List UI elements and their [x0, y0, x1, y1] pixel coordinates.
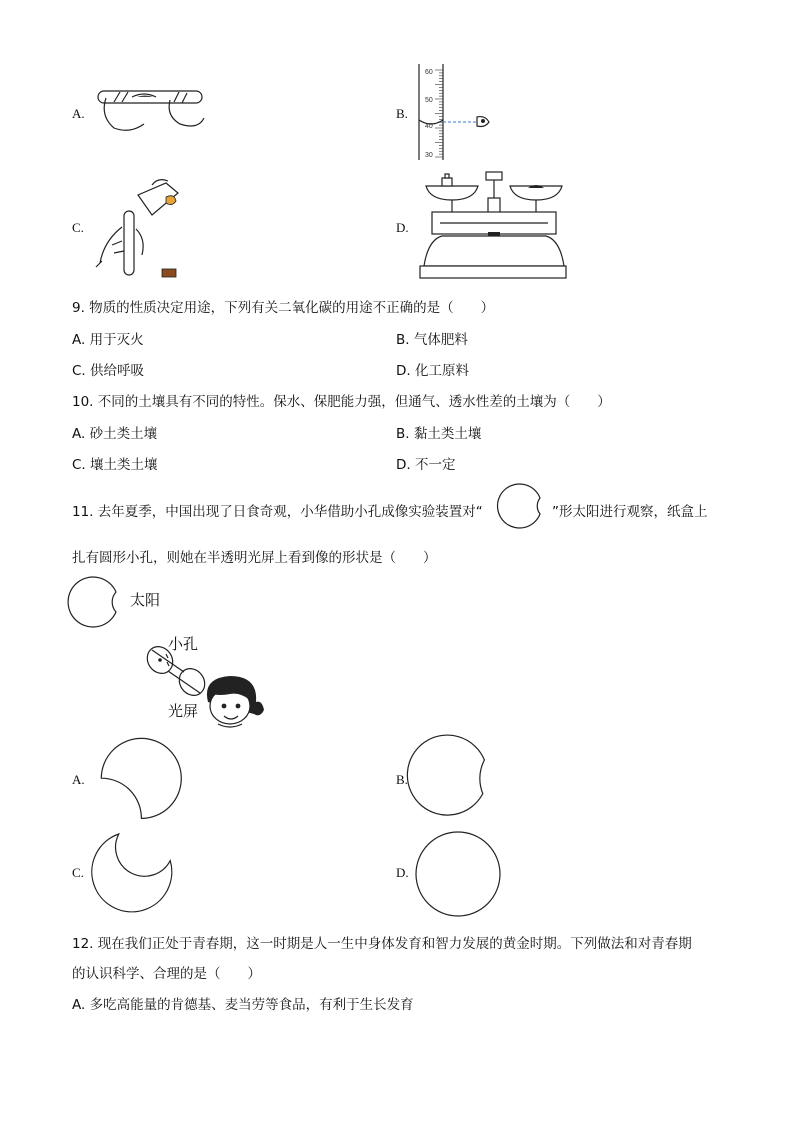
graduated-cylinder-reading-illustration [415, 62, 505, 162]
screen-label: 光屏 [168, 702, 199, 720]
girl-observer-icon [200, 672, 266, 730]
sun-label: 太阳 [130, 591, 161, 609]
tick-label-50: 50 [425, 97, 433, 104]
q10-option-a[interactable]: A. 砂土类土壤 [72, 426, 158, 442]
q11-stem-part2: ”形太阳进行观察，纸盒上 [552, 504, 708, 520]
tick-label-30: 30 [425, 152, 433, 159]
q11-stem-line2: 扎有圆形小孔，则她在半透明光屏上看到像的形状是（ ） [72, 550, 437, 566]
q11-option-c-label[interactable]: C. [72, 865, 84, 880]
option-b-crescent-shape[interactable] [414, 738, 498, 822]
q10-option-b[interactable]: B. 黏土类土壤 [396, 426, 482, 442]
q9-option-b[interactable]: B. 气体肥料 [396, 332, 468, 348]
option-c-crescent-shape[interactable] [90, 830, 174, 914]
tick-label-40: 40 [425, 123, 433, 130]
option-a-label: A. [72, 106, 85, 121]
option-b-label: B. [396, 106, 408, 121]
q12-stem-line2: 的认识科学、合理的是（ ） [72, 966, 261, 982]
q12-option-a[interactable]: A. 多吃高能量的肯德基、麦当劳等食品，有利于生长发育 [72, 997, 414, 1013]
pinhole-label: 小孔 [168, 635, 199, 653]
q9-option-c[interactable]: C. 供给呼吸 [72, 363, 145, 379]
pouring-solid-into-test-tube-illustration [92, 175, 192, 280]
q9-stem: 9. 物质的性质决定用途，下列有关二氧化碳的用途不正确的是（ ） [72, 300, 495, 316]
q11-option-a-label[interactable]: A. [72, 772, 85, 787]
q9-option-a[interactable]: A. 用于灭火 [72, 332, 144, 348]
q11-stem-part1: 11. 去年夏季，中国出现了日食奇观，小华借助小孔成像实验装置对“ [72, 504, 483, 520]
q10-option-c[interactable]: C. 壤土类土壤 [72, 457, 158, 473]
crescent-sun-figure-icon [70, 578, 126, 630]
option-a-crescent-shape[interactable] [90, 738, 174, 822]
q11-option-b-label[interactable]: B. [396, 772, 408, 787]
option-c-label: C. [72, 220, 84, 235]
test-tube-heating-illustration [92, 82, 212, 136]
crescent-sun-inline-icon [500, 484, 552, 532]
option-d-full-circle-shape[interactable] [414, 830, 502, 918]
tick-label-60: 60 [425, 69, 433, 76]
balance-scale-illustration [418, 168, 568, 283]
q10-stem: 10. 不同的土壤具有不同的特性。保水、保肥能力强，但通气、透水性差的土壤为（ ） [72, 394, 611, 410]
option-d-label: D. [396, 220, 409, 235]
q10-option-d[interactable]: D. 不一定 [396, 457, 456, 473]
q12-stem-line1: 12. 现在我们正处于青春期，这一时期是人一生中身体发育和智力发展的黄金时期。下列做法和对青春期 [72, 936, 692, 952]
q9-option-d[interactable]: D. 化工原料 [396, 363, 469, 379]
q11-option-d-label[interactable]: D. [396, 865, 409, 880]
